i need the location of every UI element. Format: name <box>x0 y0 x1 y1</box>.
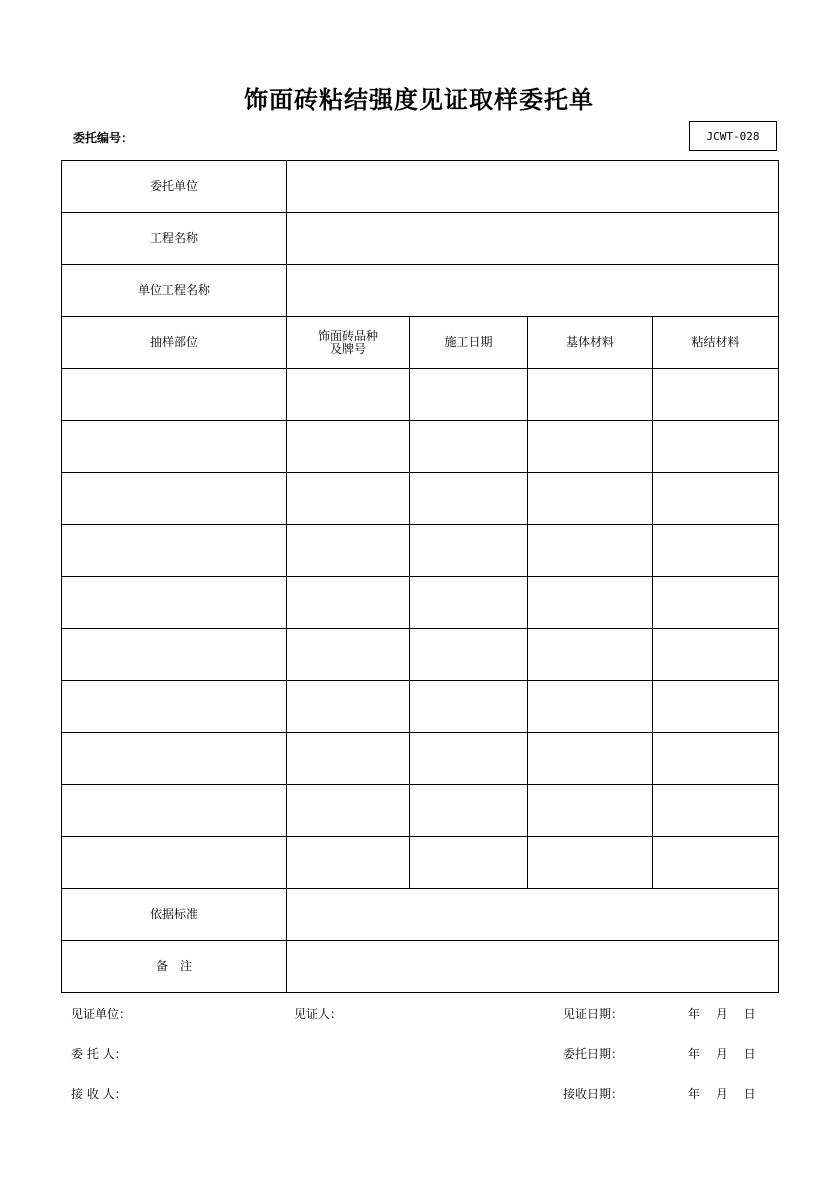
sample-row <box>62 577 779 629</box>
sample-cell-base-material[interactable] <box>528 629 653 681</box>
sample-cell-location[interactable] <box>62 785 287 837</box>
sample-cell-base-material[interactable] <box>528 837 653 889</box>
header-tile-type-line2: 及牌号 <box>329 341 366 356</box>
sample-row <box>62 473 779 525</box>
sample-cell-adhesive-material[interactable] <box>653 369 779 421</box>
sample-row <box>62 837 779 889</box>
sample-row <box>62 369 779 421</box>
sample-cell-location[interactable] <box>62 525 287 577</box>
sample-cell-location[interactable] <box>62 577 287 629</box>
sample-cell-construction-date[interactable] <box>410 369 528 421</box>
sample-row <box>62 785 779 837</box>
basis-standard-label: 依据标准 <box>62 889 287 941</box>
sample-cell-location[interactable] <box>62 473 287 525</box>
sample-cell-location[interactable] <box>62 421 287 473</box>
header-tile-type <box>287 317 410 369</box>
witness-unit-label: 见证单位： <box>71 1007 132 1021</box>
sample-cell-construction-date[interactable] <box>410 525 528 577</box>
receiver-label: 接 收 人： <box>71 1087 127 1101</box>
sample-cell-tile-type[interactable] <box>287 577 410 629</box>
sample-cell-base-material[interactable] <box>528 421 653 473</box>
sample-row <box>62 525 779 577</box>
sample-cell-tile-type[interactable] <box>287 629 410 681</box>
sample-cell-location[interactable] <box>62 629 287 681</box>
unit-project-name-value[interactable] <box>287 265 779 317</box>
sample-cell-tile-type[interactable] <box>287 837 410 889</box>
sample-header-row <box>62 317 779 369</box>
sample-cell-base-material[interactable] <box>528 681 653 733</box>
sample-row <box>62 681 779 733</box>
sample-cell-construction-date[interactable] <box>410 681 528 733</box>
remarks-label: 备 注 <box>62 941 287 993</box>
remarks-value[interactable] <box>287 941 779 993</box>
unit-project-name-row <box>62 265 779 317</box>
client-person-label: 委 托 人： <box>71 1047 127 1061</box>
header-location: 抽样部位 <box>62 317 287 369</box>
sample-cell-construction-date[interactable] <box>410 837 528 889</box>
sample-cell-tile-type[interactable] <box>287 681 410 733</box>
client-date-label: 委托日期： <box>563 1047 624 1061</box>
sample-cell-base-material[interactable] <box>528 577 653 629</box>
witness-person-label: 见证人： <box>294 1007 343 1021</box>
sample-cell-adhesive-material[interactable] <box>653 681 779 733</box>
client-unit-row <box>62 161 779 213</box>
client-date-value: 年 月 日 <box>688 1047 756 1061</box>
basis-standard-value[interactable] <box>287 889 779 941</box>
sample-cell-adhesive-material[interactable] <box>653 785 779 837</box>
sample-row <box>62 421 779 473</box>
witness-date-label: 见证日期： <box>563 1007 624 1021</box>
sample-cell-adhesive-material[interactable] <box>653 629 779 681</box>
remarks-row <box>62 941 779 993</box>
sample-cell-construction-date[interactable] <box>410 629 528 681</box>
header-construction-date: 施工日期 <box>410 317 528 369</box>
sample-cell-tile-type[interactable] <box>287 421 410 473</box>
form-code-box: JCWT-028 <box>689 121 777 151</box>
client-unit-label: 委托单位 <box>62 161 287 213</box>
sample-cell-adhesive-material[interactable] <box>653 733 779 785</box>
sample-cell-location[interactable] <box>62 369 287 421</box>
sample-cell-construction-date[interactable] <box>410 577 528 629</box>
sample-cell-adhesive-material[interactable] <box>653 577 779 629</box>
sample-cell-construction-date[interactable] <box>410 785 528 837</box>
page-title: 饰面砖粘结强度见证取样委托单 <box>244 86 594 114</box>
sample-row <box>62 733 779 785</box>
commission-no-label: 委托编号： <box>73 131 134 145</box>
sample-cell-base-material[interactable] <box>528 525 653 577</box>
sample-cell-base-material[interactable] <box>528 733 653 785</box>
sample-cell-construction-date[interactable] <box>410 473 528 525</box>
sample-cell-base-material[interactable] <box>528 369 653 421</box>
header-tile-type-line1: 饰面砖品种 <box>317 328 378 343</box>
header-base-material: 基体材料 <box>528 317 653 369</box>
sample-cell-base-material[interactable] <box>528 785 653 837</box>
sample-cell-base-material[interactable] <box>528 473 653 525</box>
receive-date-label: 接收日期： <box>563 1087 624 1101</box>
sample-row <box>62 629 779 681</box>
sample-cell-tile-type[interactable] <box>287 525 410 577</box>
basis-standard-row <box>62 889 779 941</box>
sample-cell-tile-type[interactable] <box>287 785 410 837</box>
sample-cell-construction-date[interactable] <box>410 421 528 473</box>
sample-cell-location[interactable] <box>62 733 287 785</box>
unit-project-name-label: 单位工程名称 <box>62 265 287 317</box>
sample-cell-location[interactable] <box>62 837 287 889</box>
sample-cell-construction-date[interactable] <box>410 733 528 785</box>
sample-cell-adhesive-material[interactable] <box>653 421 779 473</box>
project-name-value[interactable] <box>287 213 779 265</box>
project-name-label: 工程名称 <box>62 213 287 265</box>
sample-cell-adhesive-material[interactable] <box>653 837 779 889</box>
sample-cell-tile-type[interactable] <box>287 369 410 421</box>
witness-date-value: 年 月 日 <box>688 1007 756 1021</box>
sample-cell-tile-type[interactable] <box>287 733 410 785</box>
sample-cell-adhesive-material[interactable] <box>653 525 779 577</box>
sample-cell-adhesive-material[interactable] <box>653 473 779 525</box>
project-name-row <box>62 213 779 265</box>
header-adhesive-material: 粘结材料 <box>653 317 779 369</box>
commission-form-table <box>61 160 779 993</box>
client-unit-value[interactable] <box>287 161 779 213</box>
sample-cell-tile-type[interactable] <box>287 473 410 525</box>
receive-date-value: 年 月 日 <box>688 1087 756 1101</box>
sample-cell-location[interactable] <box>62 681 287 733</box>
